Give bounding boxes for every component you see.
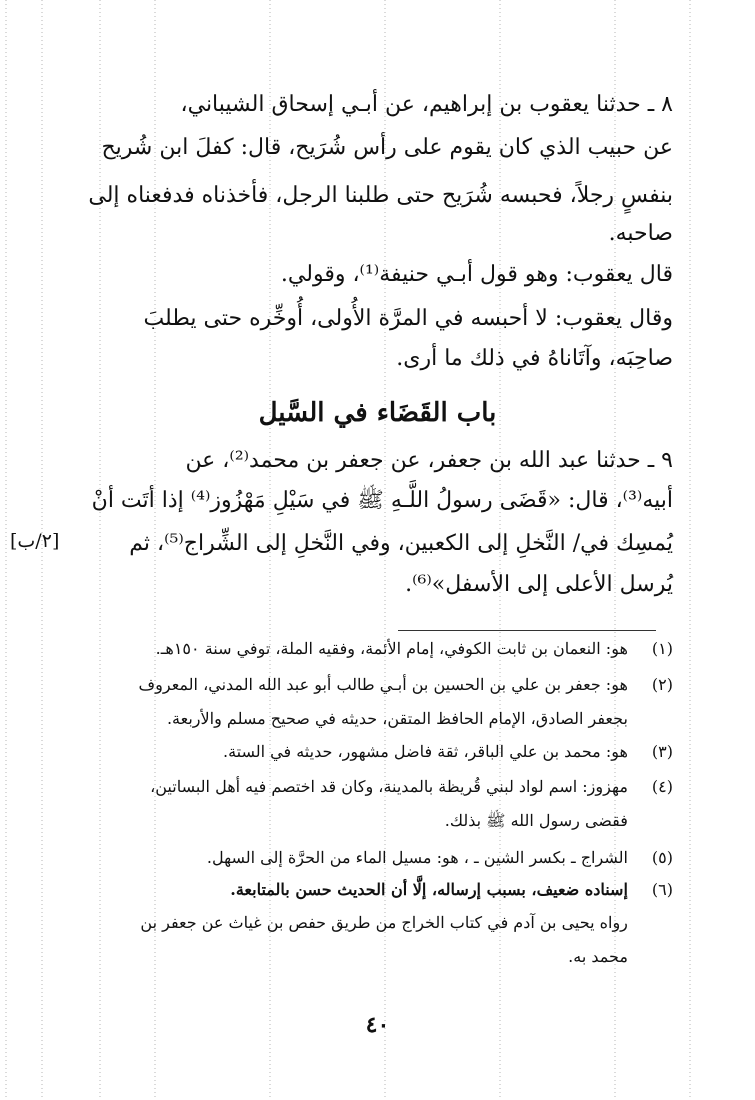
margin-page-reference: [٢/ب] [10,530,60,552]
body-line: صاحِبَه، وآتَاناهُ في ذلك ما أرى. [396,346,673,371]
body-line: وقال يعقوب: لا أحبسه في المرَّة الأُولى، أُوخِّره حتى يطلبَ [143,306,673,331]
footnote [167,706,673,732]
footnote-number: (٦) [651,880,673,899]
footnote [445,808,673,834]
body-line: قال يعقوب: وهو قول أبـي حنيفة⁽¹⁾، وقولي. [280,262,673,287]
body-line: صاحبه. [608,221,673,246]
body-line: عن حبيب الذي كان يقوم على رأس شُرَيح، قال: كفلَ ابن شُريح [101,135,673,160]
body-line: بنفسٍ رجلاً، فحبسه شُرَيح حتى طلبنا الرجل، فأخذناه فدفعناه إلى [88,183,673,208]
footnote-text: إسناده ضعيف، بسبب إرساله، إلَّا أن الحديث حسن بالمتابعة. [230,880,628,899]
footnote [150,774,673,800]
footnote [568,944,673,970]
footnote-separator [398,630,656,631]
footnote [140,910,673,936]
footnote-text: رواه يحيى بن آدم في كتاب الخراج من طريق حفص بن غياث عن جعفر بن [140,913,628,932]
footnote-text: الشراج ـ بكسر الشين ـ ، هو: مسيل الماء من الحرَّة إلى السهل. [206,848,628,867]
footnote-number: (٥) [651,848,673,867]
footnote [230,877,673,903]
footnote-number: (٣) [651,742,673,761]
footnote [207,845,673,871]
footnote-text: هو: محمد بن علي الباقر، ثقة فاضل مشهور، حديثه في الستة. [222,742,628,761]
footnote-number: (١) [651,639,673,658]
footnote-text: هو: النعمان بن ثابت الكوفي، إمام الأئمة، وفقيه الملة، توفي سنة ١٥٠هـ. [155,639,628,658]
body-line: أبيه⁽³⁾، قال: «قَضَى رسولُ اللَّـهِ ﷺ في سَيْلِ مَهْزُوز⁽⁴⁾ إذا أتَت أنْ [91,488,673,513]
footnote [223,739,673,765]
section-heading: باب القَضَاء في السَّيل [258,398,497,428]
footnote-text: محمد به. [568,947,628,966]
footnote-text: بجعفر الصادق، الإمام الحافظ المتقن، حديثه في صحيح مسلم والأربعة. [166,709,628,728]
body-line: ٨ ـ حدثنا يعقوب بن إبراهيم، عن أبـي إسحاق الشيباني، [180,92,673,117]
page-number: ٤٠ [365,1012,390,1038]
footnote-text: هو: جعفر بن علي بن الحسين بن أبـي طالب أبو عبد الله المدني، المعروف [138,675,628,694]
footnote [156,636,673,662]
footnote-text: فقضى رسول الله ﷺ بذلك. [444,811,628,830]
footnote [139,672,673,698]
footnote-number: (٤) [651,777,673,796]
body-line: ٩ ـ حدثنا عبد الله بن جعفر، عن جعفر بن محمد⁽²⁾، عن [185,448,673,473]
body-line: يُمسِك في/ النَّخلِ إلى الكعبين، وفي النَّخلِ إلى الشِّراج⁽⁵⁾، ثم [129,531,673,556]
footnote-number: (٢) [651,675,673,694]
footnote-text: مهزوز: اسم لواد لبني قُريظة بالمدينة، وكان قد اختصم فيه أهل البساتين، [150,777,628,796]
body-line: يُرسل الأعلى إلى الأسفل»⁽⁶⁾. [405,572,673,597]
